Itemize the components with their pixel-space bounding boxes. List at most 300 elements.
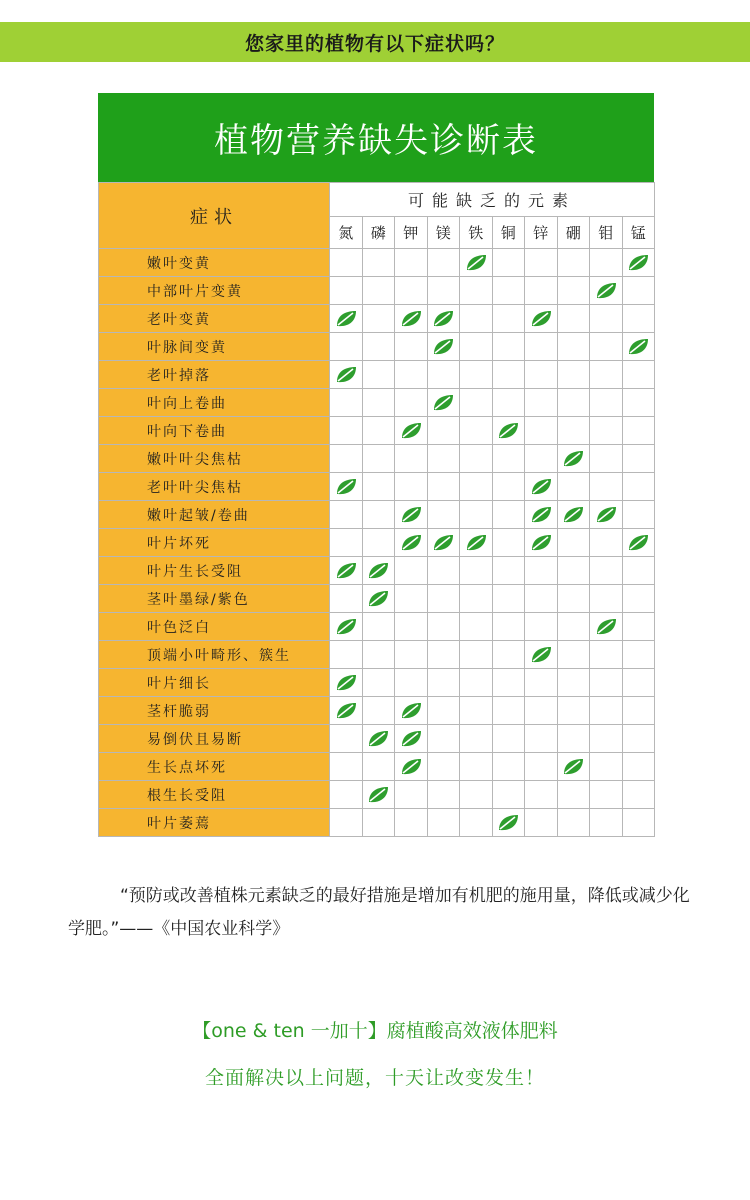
empty-cell <box>557 305 590 333</box>
empty-cell <box>557 361 590 389</box>
leaf-mark-氮 <box>330 697 363 725</box>
leaf-icon <box>432 310 454 328</box>
empty-cell <box>590 557 623 585</box>
leaf-mark-锰 <box>622 249 655 277</box>
empty-cell <box>362 529 395 557</box>
empty-cell <box>492 277 525 305</box>
leaf-icon <box>367 562 389 580</box>
leaf-icon <box>400 534 422 552</box>
leaf-icon <box>562 506 584 524</box>
empty-cell <box>362 277 395 305</box>
empty-cell <box>557 781 590 809</box>
empty-cell <box>362 333 395 361</box>
empty-cell <box>330 501 363 529</box>
table-row <box>99 389 655 417</box>
leaf-mark-钾 <box>395 529 428 557</box>
empty-cell <box>525 361 558 389</box>
table-row <box>99 333 655 361</box>
empty-cell <box>622 361 655 389</box>
leaf-mark-氮 <box>330 361 363 389</box>
symptom-label: 叶片萎蔫 <box>99 809 330 837</box>
leaf-icon <box>562 758 584 776</box>
leaf-icon <box>627 254 649 272</box>
leaf-icon <box>400 702 422 720</box>
table-row <box>99 585 655 613</box>
empty-cell <box>622 557 655 585</box>
empty-cell <box>557 249 590 277</box>
empty-cell <box>557 697 590 725</box>
empty-cell <box>525 333 558 361</box>
empty-cell <box>427 613 460 641</box>
empty-cell <box>557 557 590 585</box>
leaf-icon <box>530 478 552 496</box>
empty-cell <box>622 473 655 501</box>
elements-group-header: 可能缺乏的元素 <box>330 183 655 217</box>
empty-cell <box>492 613 525 641</box>
leaf-icon <box>627 534 649 552</box>
leaf-icon <box>530 310 552 328</box>
leaf-mark-钾 <box>395 697 428 725</box>
table-row <box>99 529 655 557</box>
symptom-label: 老叶叶尖焦枯 <box>99 473 330 501</box>
empty-cell <box>622 389 655 417</box>
symptom-label: 根生长受阻 <box>99 781 330 809</box>
empty-cell <box>525 389 558 417</box>
empty-cell <box>427 669 460 697</box>
empty-cell <box>492 333 525 361</box>
leaf-mark-锌 <box>525 501 558 529</box>
leaf-icon <box>530 506 552 524</box>
empty-cell <box>590 305 623 333</box>
empty-cell <box>362 417 395 445</box>
empty-cell <box>622 305 655 333</box>
leaf-mark-钾 <box>395 305 428 333</box>
leaf-icon <box>400 310 422 328</box>
empty-cell <box>460 417 493 445</box>
empty-cell <box>525 585 558 613</box>
leaf-mark-镁 <box>427 529 460 557</box>
empty-cell <box>557 809 590 837</box>
empty-cell <box>525 277 558 305</box>
empty-cell <box>557 529 590 557</box>
empty-cell <box>330 753 363 781</box>
leaf-mark-锌 <box>525 641 558 669</box>
empty-cell <box>395 781 428 809</box>
empty-cell <box>525 613 558 641</box>
symptom-label: 顶端小叶畸形、簇生 <box>99 641 330 669</box>
table-row <box>99 809 655 837</box>
empty-cell <box>622 641 655 669</box>
leaf-icon <box>432 338 454 356</box>
leaf-icon <box>562 450 584 468</box>
empty-cell <box>460 389 493 417</box>
leaf-icon <box>335 562 357 580</box>
empty-cell <box>622 277 655 305</box>
leaf-mark-氮 <box>330 613 363 641</box>
empty-cell <box>330 529 363 557</box>
element-label: 氮 <box>330 217 363 249</box>
empty-cell <box>492 585 525 613</box>
empty-cell <box>427 445 460 473</box>
symptom-label: 茎叶墨绿/紫色 <box>99 585 330 613</box>
empty-cell <box>362 613 395 641</box>
empty-cell <box>460 641 493 669</box>
empty-cell <box>427 417 460 445</box>
empty-cell <box>427 501 460 529</box>
leaf-icon <box>595 282 617 300</box>
element-label: 镁 <box>427 217 460 249</box>
empty-cell <box>362 669 395 697</box>
empty-cell <box>362 249 395 277</box>
empty-cell <box>395 333 428 361</box>
leaf-icon <box>432 394 454 412</box>
empty-cell <box>395 585 428 613</box>
leaf-icon <box>335 366 357 384</box>
table-row <box>99 249 655 277</box>
leaf-mark-磷 <box>362 585 395 613</box>
empty-cell <box>330 809 363 837</box>
empty-cell <box>590 361 623 389</box>
empty-cell <box>525 557 558 585</box>
empty-cell <box>460 445 493 473</box>
empty-cell <box>590 697 623 725</box>
empty-cell <box>330 585 363 613</box>
leaf-mark-铁 <box>460 249 493 277</box>
leaf-icon <box>432 534 454 552</box>
leaf-mark-铁 <box>460 529 493 557</box>
empty-cell <box>395 445 428 473</box>
leaf-mark-锰 <box>622 333 655 361</box>
table-row <box>99 781 655 809</box>
empty-cell <box>362 753 395 781</box>
table-row <box>99 753 655 781</box>
leaf-mark-磷 <box>362 557 395 585</box>
empty-cell <box>427 641 460 669</box>
leaf-mark-钼 <box>590 613 623 641</box>
empty-cell <box>395 557 428 585</box>
empty-cell <box>395 389 428 417</box>
leaf-mark-硼 <box>557 445 590 473</box>
empty-cell <box>427 753 460 781</box>
leaf-mark-镁 <box>427 305 460 333</box>
symptom-label: 嫩叶叶尖焦枯 <box>99 445 330 473</box>
empty-cell <box>460 669 493 697</box>
product-slogan: 全面解决以上问题，十天让改变发生！ <box>204 1067 545 1089</box>
empty-cell <box>557 417 590 445</box>
empty-cell <box>525 725 558 753</box>
symptom-label: 叶色泛白 <box>99 613 330 641</box>
empty-cell <box>427 361 460 389</box>
empty-cell <box>362 641 395 669</box>
leaf-mark-硼 <box>557 501 590 529</box>
empty-cell <box>622 613 655 641</box>
empty-cell <box>362 697 395 725</box>
leaf-icon <box>367 786 389 804</box>
symptom-label: 老叶掉落 <box>99 361 330 389</box>
leaf-mark-钼 <box>590 277 623 305</box>
element-label: 铜 <box>492 217 525 249</box>
empty-cell <box>330 641 363 669</box>
leaf-icon <box>400 506 422 524</box>
empty-cell <box>362 445 395 473</box>
leaf-icon <box>335 618 357 636</box>
empty-cell <box>330 781 363 809</box>
leaf-mark-铜 <box>492 417 525 445</box>
symptom-label: 嫩叶变黄 <box>99 249 330 277</box>
empty-cell <box>427 249 460 277</box>
empty-cell <box>460 473 493 501</box>
leaf-mark-硼 <box>557 753 590 781</box>
empty-cell <box>622 417 655 445</box>
leaf-mark-锌 <box>525 529 558 557</box>
empty-cell <box>492 697 525 725</box>
empty-cell <box>557 277 590 305</box>
leaf-icon <box>335 702 357 720</box>
leaf-icon <box>335 310 357 328</box>
leaf-mark-氮 <box>330 557 363 585</box>
table-row <box>99 473 655 501</box>
empty-cell <box>557 669 590 697</box>
symptom-label: 生长点坏死 <box>99 753 330 781</box>
empty-cell <box>492 529 525 557</box>
table-row <box>99 305 655 333</box>
empty-cell <box>395 809 428 837</box>
table-row <box>99 557 655 585</box>
symptom-label: 中部叶片变黄 <box>99 277 330 305</box>
leaf-icon <box>465 534 487 552</box>
empty-cell <box>622 725 655 753</box>
empty-cell <box>557 641 590 669</box>
empty-cell <box>590 333 623 361</box>
leaf-mark-氮 <box>330 669 363 697</box>
empty-cell <box>460 333 493 361</box>
empty-cell <box>395 669 428 697</box>
leaf-icon <box>465 254 487 272</box>
empty-cell <box>395 473 428 501</box>
leaf-mark-钾 <box>395 417 428 445</box>
banner-question: 您家里的植物有以下症状吗？ <box>244 32 505 55</box>
table-row <box>99 501 655 529</box>
element-label: 磷 <box>362 217 395 249</box>
empty-cell <box>330 389 363 417</box>
empty-cell <box>622 669 655 697</box>
leaf-icon <box>335 478 357 496</box>
empty-cell <box>622 781 655 809</box>
symptom-label: 叶片坏死 <box>99 529 330 557</box>
empty-cell <box>590 809 623 837</box>
empty-cell <box>590 417 623 445</box>
empty-cell <box>330 445 363 473</box>
leaf-icon <box>335 674 357 692</box>
empty-cell <box>525 781 558 809</box>
leaf-icon <box>530 646 552 664</box>
empty-cell <box>427 277 460 305</box>
symptom-label: 叶片生长受阻 <box>99 557 330 585</box>
symptom-label: 叶向下卷曲 <box>99 417 330 445</box>
symptom-column-header: 症状 <box>99 183 330 249</box>
empty-cell <box>362 473 395 501</box>
empty-cell <box>622 501 655 529</box>
leaf-icon <box>595 618 617 636</box>
empty-cell <box>557 473 590 501</box>
empty-cell <box>460 277 493 305</box>
symptom-label: 茎杆脆弱 <box>99 697 330 725</box>
empty-cell <box>460 781 493 809</box>
empty-cell <box>590 445 623 473</box>
empty-cell <box>330 725 363 753</box>
empty-cell <box>590 669 623 697</box>
leaf-icon <box>400 422 422 440</box>
empty-cell <box>557 389 590 417</box>
empty-cell <box>460 809 493 837</box>
leaf-mark-氮 <box>330 473 363 501</box>
empty-cell <box>492 669 525 697</box>
empty-cell <box>622 753 655 781</box>
empty-cell <box>460 613 493 641</box>
empty-cell <box>395 249 428 277</box>
element-label: 锌 <box>525 217 558 249</box>
diagnosis-table <box>98 182 655 837</box>
leaf-mark-磷 <box>362 781 395 809</box>
leaf-icon <box>595 506 617 524</box>
leaf-mark-钾 <box>395 725 428 753</box>
top-banner <box>0 22 750 62</box>
empty-cell <box>492 641 525 669</box>
element-label: 铁 <box>460 217 493 249</box>
empty-cell <box>362 389 395 417</box>
empty-cell <box>427 473 460 501</box>
empty-cell <box>427 781 460 809</box>
empty-cell <box>590 641 623 669</box>
empty-cell <box>557 613 590 641</box>
leaf-mark-锌 <box>525 473 558 501</box>
empty-cell <box>525 417 558 445</box>
leaf-mark-钼 <box>590 501 623 529</box>
empty-cell <box>525 669 558 697</box>
empty-cell <box>330 249 363 277</box>
empty-cell <box>622 697 655 725</box>
table-row <box>99 417 655 445</box>
empty-cell <box>590 473 623 501</box>
empty-cell <box>525 249 558 277</box>
quote-text: “预防或改善植株元素缺乏的最好措施是增加有机肥的施用量，降低或减少化学肥。”——《中国农业科学》 <box>68 886 690 939</box>
table-row <box>99 445 655 473</box>
leaf-mark-铜 <box>492 809 525 837</box>
symptom-label: 嫩叶起皱/卷曲 <box>99 501 330 529</box>
table-row <box>99 641 655 669</box>
leaf-mark-镁 <box>427 333 460 361</box>
empty-cell <box>362 361 395 389</box>
empty-cell <box>427 725 460 753</box>
empty-cell <box>395 613 428 641</box>
empty-cell <box>590 529 623 557</box>
element-label: 钼 <box>590 217 623 249</box>
leaf-icon <box>400 758 422 776</box>
empty-cell <box>622 585 655 613</box>
empty-cell <box>590 585 623 613</box>
empty-cell <box>622 809 655 837</box>
symptom-label: 叶片细长 <box>99 669 330 697</box>
leaf-icon <box>497 422 519 440</box>
product-name: 【one & ten 一加十】腐植酸高效液体肥料 <box>192 1020 558 1042</box>
table-row <box>99 697 655 725</box>
leaf-mark-钾 <box>395 753 428 781</box>
leaf-mark-钾 <box>395 501 428 529</box>
empty-cell <box>460 361 493 389</box>
empty-cell <box>525 809 558 837</box>
empty-cell <box>492 361 525 389</box>
nutrient-deficiency-chart <box>98 93 654 839</box>
symptom-label: 叶脉间变黄 <box>99 333 330 361</box>
empty-cell <box>395 641 428 669</box>
empty-cell <box>460 697 493 725</box>
leaf-mark-氮 <box>330 305 363 333</box>
symptom-label: 易倒伏且易断 <box>99 725 330 753</box>
empty-cell <box>330 417 363 445</box>
empty-cell <box>492 781 525 809</box>
leaf-icon <box>367 730 389 748</box>
empty-cell <box>492 557 525 585</box>
empty-cell <box>492 445 525 473</box>
empty-cell <box>492 725 525 753</box>
symptom-label: 叶向上卷曲 <box>99 389 330 417</box>
empty-cell <box>362 501 395 529</box>
leaf-icon <box>367 590 389 608</box>
empty-cell <box>362 809 395 837</box>
empty-cell <box>460 753 493 781</box>
empty-cell <box>427 809 460 837</box>
empty-cell <box>525 445 558 473</box>
empty-cell <box>427 557 460 585</box>
chart-title: 植物营养缺失诊断表 <box>98 93 654 182</box>
table-row <box>99 361 655 389</box>
element-label: 硼 <box>557 217 590 249</box>
table-row <box>99 277 655 305</box>
empty-cell <box>590 249 623 277</box>
empty-cell <box>525 753 558 781</box>
element-label: 锰 <box>622 217 655 249</box>
table-row <box>99 669 655 697</box>
empty-cell <box>460 725 493 753</box>
leaf-icon <box>627 338 649 356</box>
empty-cell <box>460 557 493 585</box>
empty-cell <box>460 501 493 529</box>
symptom-label: 老叶变黄 <box>99 305 330 333</box>
empty-cell <box>590 725 623 753</box>
empty-cell <box>590 389 623 417</box>
empty-cell <box>622 445 655 473</box>
empty-cell <box>557 585 590 613</box>
empty-cell <box>460 585 493 613</box>
element-label: 钾 <box>395 217 428 249</box>
empty-cell <box>492 473 525 501</box>
leaf-mark-锌 <box>525 305 558 333</box>
empty-cell <box>492 753 525 781</box>
leaf-icon <box>530 534 552 552</box>
empty-cell <box>557 725 590 753</box>
empty-cell <box>427 585 460 613</box>
empty-cell <box>525 697 558 725</box>
empty-cell <box>492 501 525 529</box>
empty-cell <box>590 781 623 809</box>
leaf-icon <box>400 730 422 748</box>
empty-cell <box>330 333 363 361</box>
empty-cell <box>330 277 363 305</box>
empty-cell <box>362 305 395 333</box>
leaf-mark-锰 <box>622 529 655 557</box>
empty-cell <box>395 361 428 389</box>
empty-cell <box>427 697 460 725</box>
